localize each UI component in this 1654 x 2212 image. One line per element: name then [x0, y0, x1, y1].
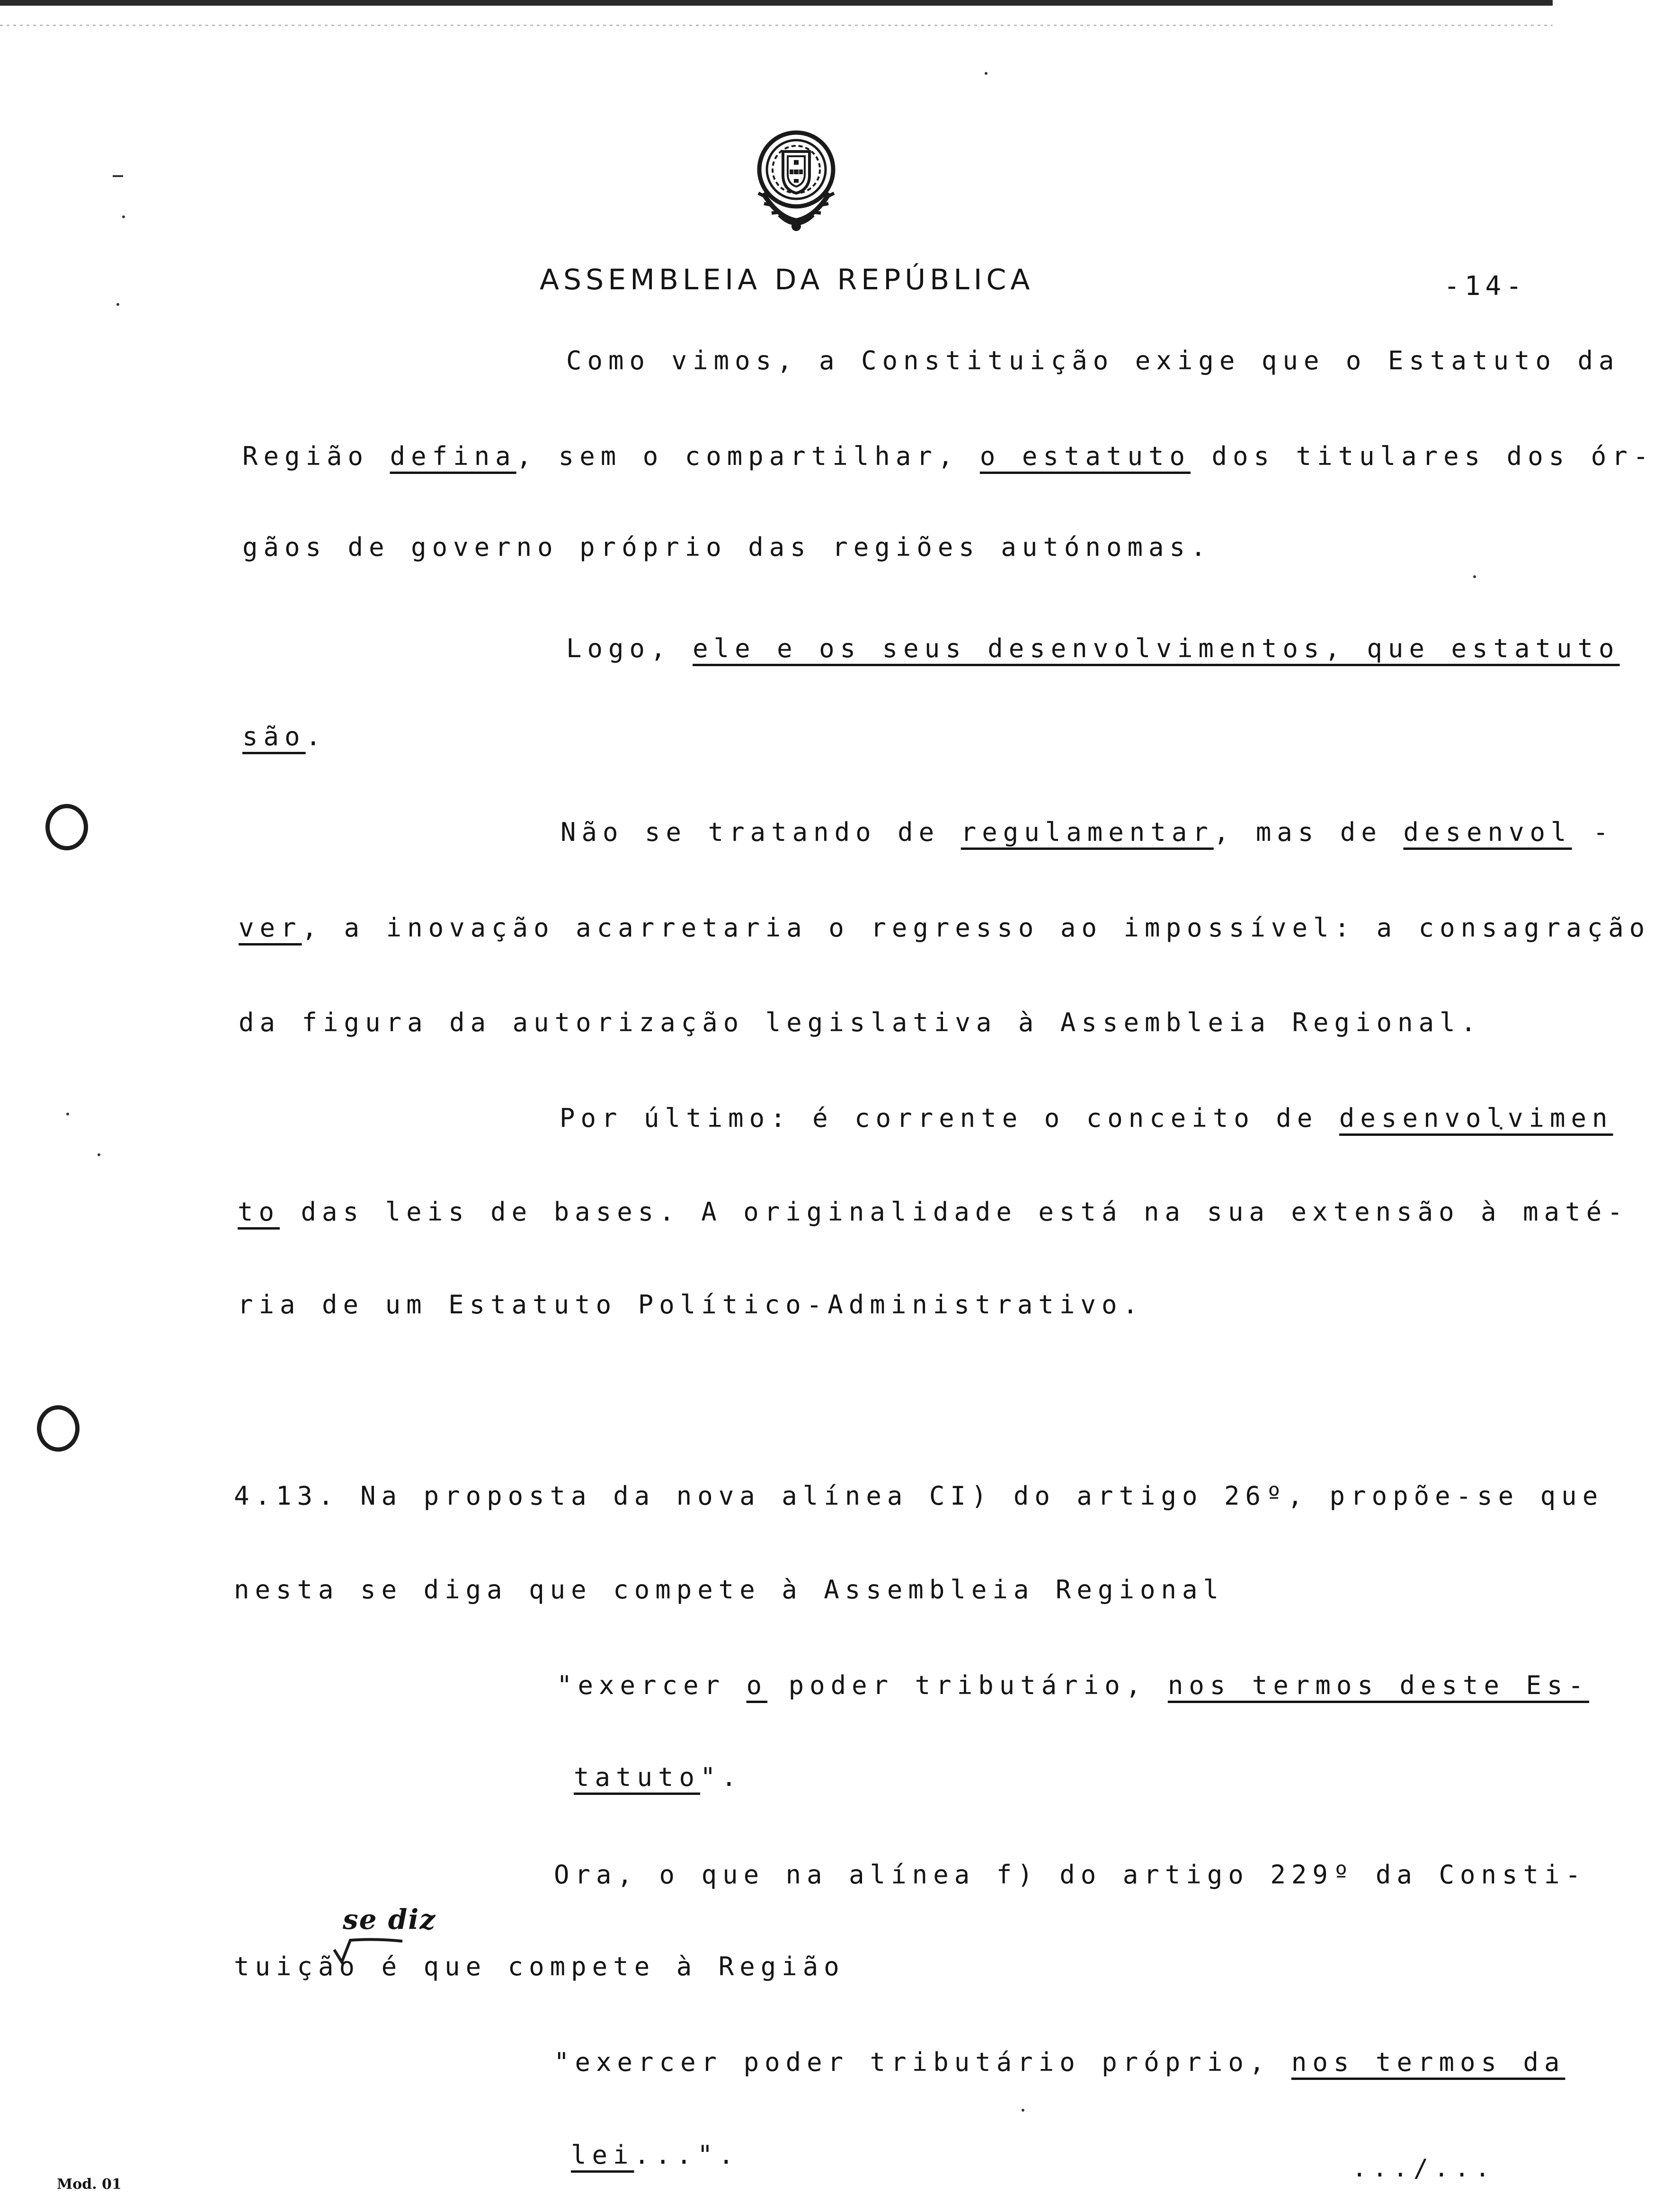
scan-speck [116, 303, 119, 306]
body-line [242, 532, 1212, 562]
body-line [554, 2047, 1565, 2078]
underlined-text: lei [571, 2140, 634, 2170]
text-segment: Por último: é corrente o conceito de [560, 1103, 1339, 1133]
body-line [560, 1103, 1613, 1133]
text-segment: dos titulares dos ór- [1191, 441, 1654, 471]
text-segment: Logo, [566, 633, 693, 663]
underlined-text: desenvol [1403, 817, 1572, 847]
text-segment: "exercer poder tributário próprio, [554, 2047, 1291, 2077]
scan-mark [113, 175, 123, 177]
scan-top-noise [0, 25, 1553, 26]
body-line [234, 1481, 1603, 1511]
scan-speck [1473, 575, 1476, 578]
body-line [242, 722, 327, 752]
body-line [566, 346, 1620, 376]
binder-hole [37, 1405, 80, 1452]
scan-speck [1022, 2109, 1024, 2112]
scan-speck [98, 1153, 100, 1156]
body-line [554, 1860, 1586, 1890]
body-line [566, 633, 1620, 664]
body-line [234, 1575, 1224, 1605]
body-line [238, 1290, 1144, 1320]
underlined-text: desenvolvimen [1339, 1103, 1613, 1133]
document-header: ASSEMBLEIA DA REPÚBLICA [540, 263, 1034, 296]
text-segment: gãos de governo próprio das regiões autónomas. [242, 532, 1212, 562]
body-line [238, 1197, 1628, 1227]
body-line [234, 1952, 845, 1982]
coat-of-arms-icon [749, 122, 844, 236]
text-segment: , a inovação acarretaria o regresso ao impossível: a consagração [302, 913, 1651, 943]
form-code: Mod. 01 [57, 2176, 122, 2193]
underlined-text: o [746, 1670, 768, 1700]
body-line [557, 1670, 1589, 1701]
underlined-text: tatuto [574, 1762, 701, 1792]
text-segment: . [305, 722, 327, 751]
underlined-text: o estatuto [979, 441, 1191, 471]
binder-hole [45, 804, 88, 850]
body-line [574, 1762, 742, 1793]
underlined-text: ele e os seus desenvolvimentos, que estatuto [693, 633, 1620, 663]
text-segment: ria de um Estatuto Político-Administrativo. [238, 1290, 1144, 1320]
scan-speck [985, 72, 987, 75]
body-line [239, 913, 1650, 943]
underlined-text: nos termos deste Es- [1167, 1670, 1590, 1700]
text-segment: Não se tratando de [560, 817, 961, 847]
text-segment: ". [700, 1762, 743, 1792]
text-segment: Região [242, 441, 390, 471]
text-segment: 4.13. Na proposta da nova alínea CI) do artigo 26º, propõe-se que [234, 1481, 1604, 1511]
text-segment: ...". [634, 2140, 740, 2170]
underlined-text: to [238, 1197, 280, 1227]
body-line [242, 441, 1654, 472]
underlined-text: regulamentar [960, 817, 1214, 847]
text-segment: tuição é que compete à Região [234, 1952, 845, 1981]
scan-speck [66, 1113, 69, 1115]
underlined-text: são [242, 722, 306, 751]
text-segment: Como vimos, a Constituição exige que o Estatuto da [566, 346, 1620, 375]
underlined-text: nos termos da [1291, 2047, 1565, 2077]
body-line [571, 2140, 739, 2170]
text-segment: Ora, o que na alínea f) do artigo 229º da Consti- [554, 1860, 1587, 1890]
handwritten-annotation: se diz [343, 1903, 436, 1936]
scan-speck [122, 215, 125, 218]
scan-top-border [0, 0, 1553, 6]
page-number: -14- [1444, 271, 1527, 302]
text-segment: nesta se diga que compete à Assembleia Regional [234, 1575, 1225, 1605]
underlined-text: defina [390, 441, 516, 471]
continuation-mark: .../... [1352, 2154, 1496, 2183]
underlined-text: ver [239, 913, 302, 943]
text-segment: "exercer [557, 1670, 747, 1700]
text-segment: poder tributário, [767, 1670, 1168, 1700]
body-line [560, 817, 1614, 847]
text-segment: da figura da autorização legislativa à Assembleia Regional. [239, 1008, 1482, 1037]
text-segment: - [1572, 817, 1614, 847]
insertion-caret-icon [331, 1936, 407, 1964]
text-segment: , mas de [1213, 817, 1404, 847]
body-line [239, 1008, 1482, 1038]
text-segment: , sem o compartilhar, [516, 441, 980, 471]
text-segment: das leis de bases. A originalidade está na sua extensão à maté- [280, 1197, 1628, 1227]
